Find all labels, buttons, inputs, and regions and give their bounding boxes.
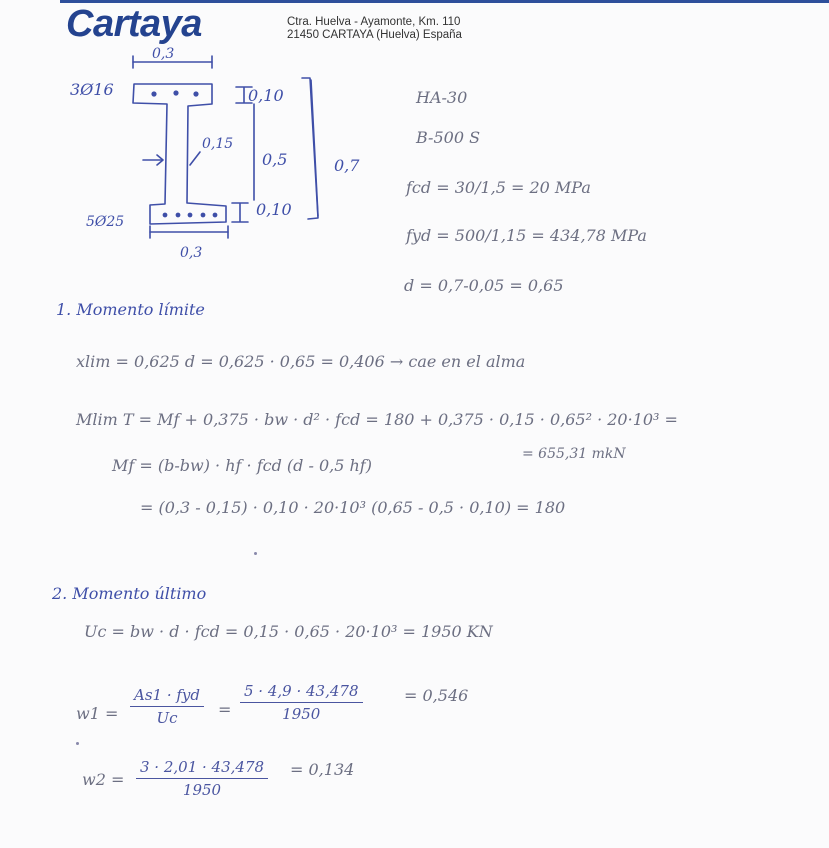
mf-calculation: = (0,3 - 0,15) · 0,10 · 20·10³ (0,65 - 0,5 · 0,10) = 180 (140, 498, 566, 517)
w2-fraction (136, 758, 268, 799)
address-line-1: Ctra. Huelva - Ayamonte, Km. 110 (287, 16, 461, 28)
mlim-equation: Mlim T = Mf + 0,375 · bw · d² · fcd = 180 + 0,375 · 0,15 · 0,65² · 20·10³ = (76, 410, 678, 429)
top-width-label: 0,3 (152, 46, 175, 62)
mf-formula: Mf = (b-bw) · hf · fcd (d - 0,5 hf) (112, 456, 372, 475)
w1-result: = 0,546 (404, 686, 469, 705)
ink-dot-2 (76, 742, 79, 745)
web-width-label: 0,15 (202, 136, 234, 152)
top-flange-label: 0,10 (248, 86, 284, 105)
d-equation: d = 0,7-0,05 = 0,65 (404, 276, 564, 295)
xlim-equation: xlim = 0,625 d = 0,625 · 0,65 = 0,406 → cae en el alma (76, 352, 526, 371)
w1-fraction-1 (130, 686, 204, 727)
total-height-label: 0,7 (334, 156, 360, 175)
concrete-grade: HA-30 (416, 88, 468, 107)
address-line-2: 21450 CARTAYA (Huelva) España (287, 29, 462, 41)
top-bars-label: 3Ø16 (70, 80, 114, 99)
mlim-result: = 655,31 mkN (522, 446, 626, 462)
bottom-width-label: 0,3 (180, 245, 203, 261)
w2-numerator: 3 · 2,01 · 43,478 (136, 758, 268, 779)
cartaya-logo: Cartaya (66, 3, 202, 45)
section-2-title: 2. Momento último (52, 584, 207, 603)
w1-frac2-denominator: 1950 (282, 705, 321, 723)
w1-frac1-denominator: Uc (156, 709, 178, 727)
ink-dot (254, 552, 257, 555)
w2-denominator: 1950 (182, 781, 222, 799)
fcd-equation: fcd = 30/1,5 = 20 MPa (406, 178, 591, 197)
section-1-title: 1. Momento límite (56, 300, 205, 319)
steel-grade: B-500 S (416, 128, 481, 147)
web-height-label: 0,5 (262, 150, 288, 169)
w2-result: = 0,134 (290, 760, 355, 779)
bottom-bars-label: 5Ø25 (86, 214, 125, 230)
uc-equation: Uc = bw · d · fcd = 0,15 · 0,65 · 20·10³ = 1950 KN (84, 622, 493, 641)
w1-equals: = (218, 700, 232, 719)
fyd-equation: fyd = 500/1,15 = 434,78 MPa (406, 226, 647, 245)
w1-fraction-2 (240, 682, 363, 723)
w1-frac1-numerator: As1 · fyd (130, 686, 204, 707)
w2-label: w2 = (82, 770, 125, 789)
w1-frac2-numerator: 5 · 4,9 · 43,478 (240, 682, 363, 703)
w1-label: w1 = (76, 704, 119, 723)
bottom-flange-label: 0,10 (256, 200, 292, 219)
